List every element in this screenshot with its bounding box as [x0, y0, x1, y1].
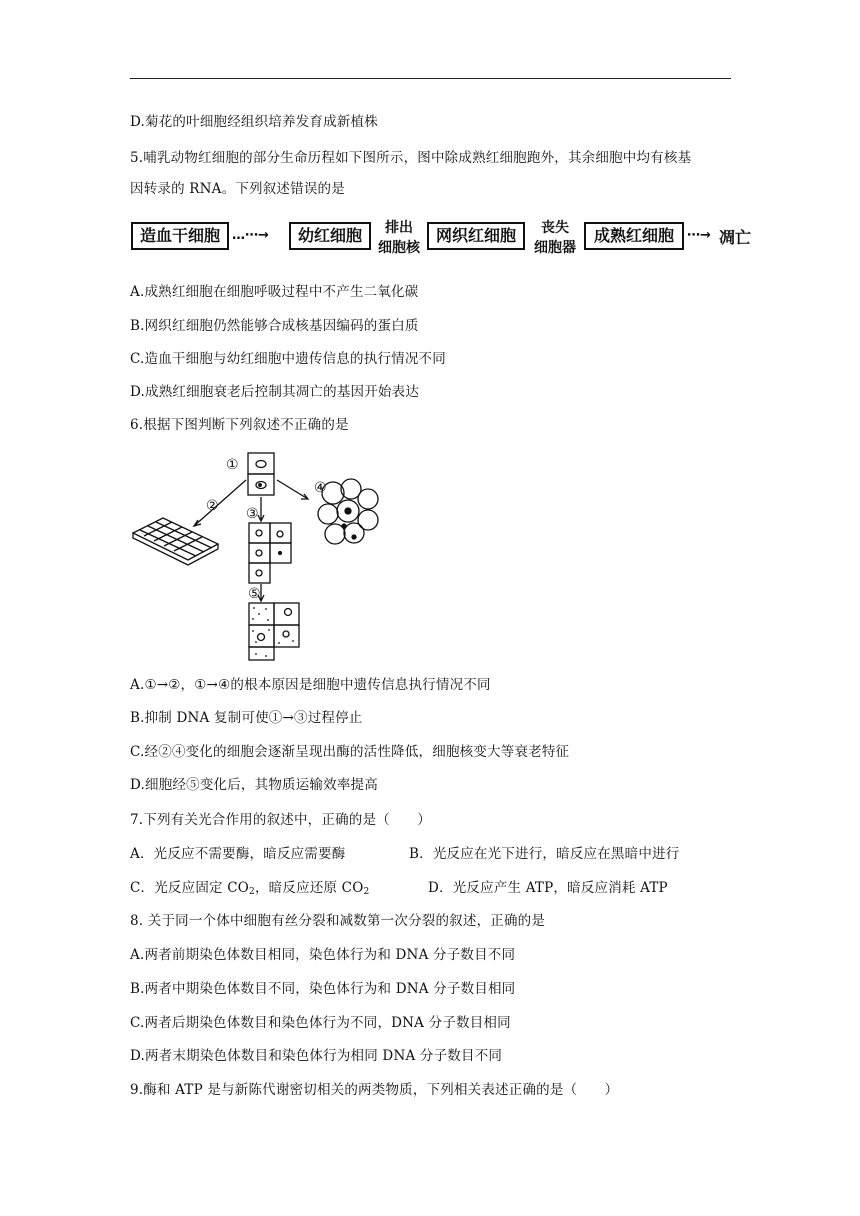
co2-subscript: 2	[363, 887, 370, 897]
q6-cell-figure	[128, 448, 398, 663]
q9-stem: 9.酶和 ATP 是与新陈代谢密切相关的两类物质，下列相关表述正确的是（ ）	[130, 1082, 619, 1098]
flow-label-expel-top: 排出	[385, 220, 413, 236]
q5-stem-line1: 5.哺乳动物红细胞的部分生命历程如下图所示，图中除成熟红细胞跑外，其余细胞中均有核基	[130, 150, 692, 166]
header-rule	[130, 78, 731, 79]
q8-option-c: C.两者后期染色体数目和染色体行为不同，DNA 分子数目相同	[130, 1015, 511, 1031]
q7-option-a: A．光反应不需要酶，暗反应需要酶	[130, 846, 346, 862]
figure-label-1: ①	[226, 457, 239, 473]
q5-option-b: B.网织红细胞仍然能够合成核基因编码的蛋白质	[130, 318, 419, 334]
q6-stem: 6.根据下图判断下列叙述不正确的是	[130, 417, 349, 433]
flow-box-erythroblast: 幼红细胞	[289, 222, 371, 250]
q8-stem: 8. 关于同一个体中细胞有丝分裂和减数第一次分裂的叙述，正确的是	[130, 913, 546, 929]
figure-label-2: ②	[206, 498, 219, 514]
q5-option-d: D.成熟红细胞衰老后控制其凋亡的基因开始表达	[130, 384, 420, 400]
q4-option-d: D.菊花的叶细胞经组织培养发育成新植株	[130, 114, 378, 130]
q7-option-c-part1: C．光反应固定 CO	[130, 880, 250, 896]
flow-label-lose-bottom: 细胞器	[534, 240, 576, 256]
flow-box-reticulocyte: 网织红细胞	[427, 222, 525, 250]
q6-option-c: C.经②④变化的细胞会逐渐呈现出酶的活性降低，细胞核变大等衰老特征	[130, 744, 570, 760]
flow-label-expel-bottom: 细胞核	[378, 240, 420, 256]
flow-dotted-arrow: …⋯→	[232, 228, 269, 243]
q7-option-c	[130, 879, 369, 901]
q7-option-c-part2: ，暗反应还原 CO	[254, 880, 364, 896]
q7-stem: 7.下列有关光合作用的叙述中，正确的是（ ）	[130, 812, 431, 828]
flow-box-mature-rbc: 成熟红细胞	[584, 222, 684, 250]
q6-option-a: A.①→②，①→④的根本原因是细胞中遗传信息执行情况不同	[130, 677, 491, 693]
q7-option-b: B．光反应在光下进行，暗反应在黑暗中进行	[409, 846, 680, 862]
q5-stem-line2: 因转录的 RNA。下列叙述错误的是	[130, 181, 345, 197]
q7-option-d: D．光反应产生 ATP，暗反应消耗 ATP	[428, 880, 668, 896]
q5-option-c: C.造血干细胞与幼红细胞中遗传信息的执行情况不同	[130, 351, 446, 367]
q8-option-d: D.两者末期染色体数目和染色体行为相同 DNA 分子数目不同	[130, 1048, 503, 1064]
flow-label-lose-top: 丧失	[541, 220, 569, 236]
q8-option-a: A.两者前期染色体数目相同，染色体行为和 DNA 分子数目不同	[130, 947, 516, 963]
figure-label-5: ⑤	[248, 586, 261, 602]
flow-end-apoptosis: 凋亡	[719, 228, 752, 247]
flow-box-hematopoietic-stem-cell: 造血干细胞	[131, 222, 229, 250]
q6-option-b: B.抑制 DNA 复制可使①→③过程停止	[130, 710, 363, 726]
q5-option-a: A.成熟红细胞在细胞呼吸过程中不产生二氧化碳	[130, 284, 419, 300]
q6-option-d: D.细胞经⑤变化后，其物质运输效率提高	[130, 777, 378, 793]
q8-option-b: B.两者中期染色体数目不同，染色体行为和 DNA 分子数目相同	[130, 981, 516, 997]
flow-end-arrow: ⋯→	[687, 228, 711, 243]
figure-label-4: ④	[314, 480, 327, 496]
co2-subscript: 2	[249, 887, 255, 897]
figure-label-3: ③	[246, 506, 259, 522]
